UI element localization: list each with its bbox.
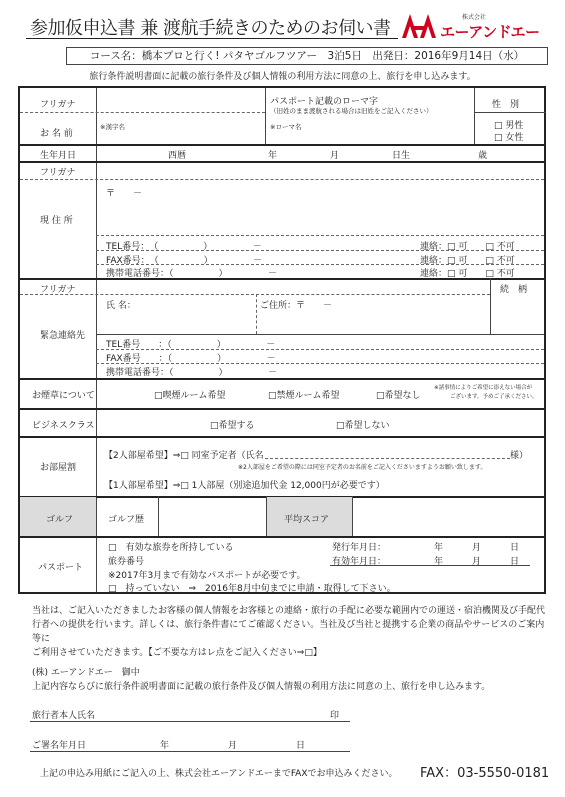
footer-instruction: 上記の申込み用紙にご記入の上、株式会社エーアンドエーまでFAXでお申込みください。 — [40, 769, 398, 779]
seal-mark: 印 — [330, 711, 340, 721]
logo-mark-icon — [400, 12, 440, 40]
fax-number: FAX：03-5550-0181 — [420, 766, 550, 781]
gender-male-checkbox[interactable]: □ 男性 — [494, 121, 524, 131]
form-title: 参加仮申込書 兼 渡航手続きのためのお伺い書 — [30, 18, 391, 39]
privacy-text-2: 行者への提供を行います。詳しくは、旅行条件書にてご確認ください。当社及び当社と提携する企業の商品やサービスのご案内等に — [32, 620, 545, 644]
issue-year: 年 — [434, 543, 444, 553]
emergency-tel: TEL番号 ：（ ） － — [106, 340, 276, 350]
sign-year: 年 — [160, 741, 170, 751]
name-label: お 名 前 — [40, 129, 73, 139]
nonsmoking-room-checkbox[interactable]: □禁煙ルーム希望 — [268, 391, 340, 401]
emergency-label: 緊急連絡先 — [40, 331, 86, 341]
address-tel: TEL番号： （ ） － — [106, 242, 262, 252]
birth-label: 生年月日 — [40, 151, 77, 161]
address-mobile: 携帯電話番号：（ ） － — [106, 269, 278, 279]
average-score-label: 平均スコア — [284, 515, 330, 525]
agreement-note: 旅行条件説明書面に記載の旅行条件及び個人情報の利用方法に同意の上、旅行を申し込みます。 — [89, 72, 476, 82]
fax-contact-option[interactable]: 連絡：□ 可 □ 不可 — [420, 256, 515, 266]
address-label: 現 住 所 — [40, 216, 73, 226]
golf-history-label: ゴルフ歴 — [108, 515, 145, 525]
sign-date-label: ご署名年月日 — [32, 741, 87, 751]
birth-era: 西暦 — [168, 151, 187, 161]
privacy-text-1: 当社は、ご記入いただきましたお客様の個人情報をお客様との連絡・旅行の手配に必要な範囲内での運送・宿泊機関及び手配代 — [32, 606, 546, 616]
passport-roman-title: パスポート記載のローマ字 — [270, 97, 379, 107]
addressee: (株) エーアンドエー 御中 — [32, 668, 140, 678]
business-class-label: ビジネスクラス — [32, 421, 95, 431]
passport-validity-note: ※2017年3月まで有効なパスポートが必要です。 — [108, 571, 306, 581]
birth-month: 月 — [330, 151, 340, 161]
expiry-date-label: 有効年月日： — [332, 557, 387, 567]
no-preference-checkbox[interactable]: □希望なし — [376, 391, 421, 401]
business-no-checkbox[interactable]: □希望しない — [336, 421, 390, 431]
smoking-label: お煙草について — [32, 391, 95, 401]
issue-date-label: 発行年月日： — [332, 543, 387, 553]
golf-label: ゴルフ — [46, 515, 74, 525]
course-info: コース名：橋本プロと行く! パタヤゴルフツアー 3泊5日 出発日：2016年9月14日（水） — [66, 47, 548, 65]
logo-company-name: エーアンドエー — [440, 23, 540, 41]
emergency-fax: FAX番号 ：（ ） － — [106, 354, 276, 364]
privacy-text-3[interactable]: ご利用させていただきます。【ご不要な方はレ点をご記入ください⇒□】 — [32, 648, 322, 658]
gender-female-checkbox[interactable]: □ 女性 — [494, 133, 524, 143]
tel-contact-option[interactable]: 連絡：□ 可 □ 不可 — [420, 242, 515, 252]
issue-day: 日 — [510, 543, 520, 553]
birth-year: 年 — [268, 151, 278, 161]
sign-month: 月 — [228, 741, 238, 751]
twin-room-option[interactable]: 【2人部屋希望】⇒□ 同室予定者（氏名 — [104, 451, 264, 461]
sign-day: 日 — [296, 741, 306, 751]
address-fax: FAX番号： （ ） － — [106, 256, 263, 266]
application-form — [18, 86, 546, 594]
sign-date-line[interactable] — [30, 751, 350, 752]
passport-label: パスポート — [38, 563, 84, 573]
emergency-mobile: 携帯電話番号：（ ） － — [106, 368, 278, 378]
name-furigana-label: フリガナ — [40, 100, 76, 110]
relation-label: 続 柄 — [500, 285, 528, 295]
company-logo — [400, 12, 550, 40]
kanji-name-note: ※漢字名 — [100, 123, 125, 131]
gender-label: 性 別 — [492, 100, 520, 110]
title-underline — [26, 38, 398, 39]
passport-valid-checkbox[interactable]: □ 有効な旅券を所持している — [108, 543, 234, 553]
emergency-address: ご住所：〒 － — [260, 301, 333, 311]
birth-age: 歳 — [478, 151, 488, 161]
mobile-contact-option[interactable]: 連絡：□ 可 □ 不可 — [420, 269, 515, 279]
business-yes-checkbox[interactable]: □希望する — [210, 421, 255, 431]
smoking-room-checkbox[interactable]: □喫煙ルーム希望 — [154, 391, 226, 401]
applicant-name-label: 旅行者本人氏名 — [32, 711, 96, 721]
privacy-block — [32, 604, 552, 694]
roommate-sama: 様） — [510, 451, 529, 461]
passport-number-label: 旅券番号 — [108, 557, 145, 567]
birth-day: 日生 — [392, 151, 411, 161]
no-passport-checkbox[interactable]: □ 持っていない ⇒ 2016年8月中旬までに申請・取得して下さい。 — [108, 584, 396, 594]
single-room-option[interactable]: 【1人部屋希望】⇒□ 1人部屋（別途追加代金 12,000円が必要です） — [104, 481, 385, 491]
passport-roman-note: （旧姓のまま渡航される場合は旧姓をご記入ください） — [270, 107, 433, 115]
smoking-note-2: ございます。予めご了承ください。 — [450, 394, 538, 400]
roman-name-note: ※ローマ名 — [270, 123, 302, 131]
postal-code: 〒 － — [106, 189, 143, 199]
expiry-month: 月 — [472, 557, 482, 567]
twin-room-note: ※2人部屋をご希望の際には同室予定者のお名前をご記入くださいますようお願い致します。 — [238, 464, 487, 471]
emergency-furigana-label: フリガナ — [40, 285, 76, 295]
smoking-note-1: ※諸事情によりご希望に添えない場合が — [434, 385, 533, 391]
room-label: お部屋割 — [40, 463, 77, 473]
final-agreement: 上記内容ならびに旅行条件説明書面に記載の旅行条件及び個人情報の利用方法に同意の上、旅行を申し込みます。 — [32, 682, 491, 692]
applicant-signature-line[interactable] — [30, 721, 350, 722]
emergency-name: 氏 名： — [106, 301, 136, 311]
logo-company-type: 株式会社 — [462, 14, 487, 21]
expiry-year: 年 — [434, 557, 444, 567]
expiry-day: 日 — [510, 557, 520, 567]
address-furigana-label: フリガナ — [40, 168, 76, 178]
issue-month: 月 — [472, 543, 482, 553]
